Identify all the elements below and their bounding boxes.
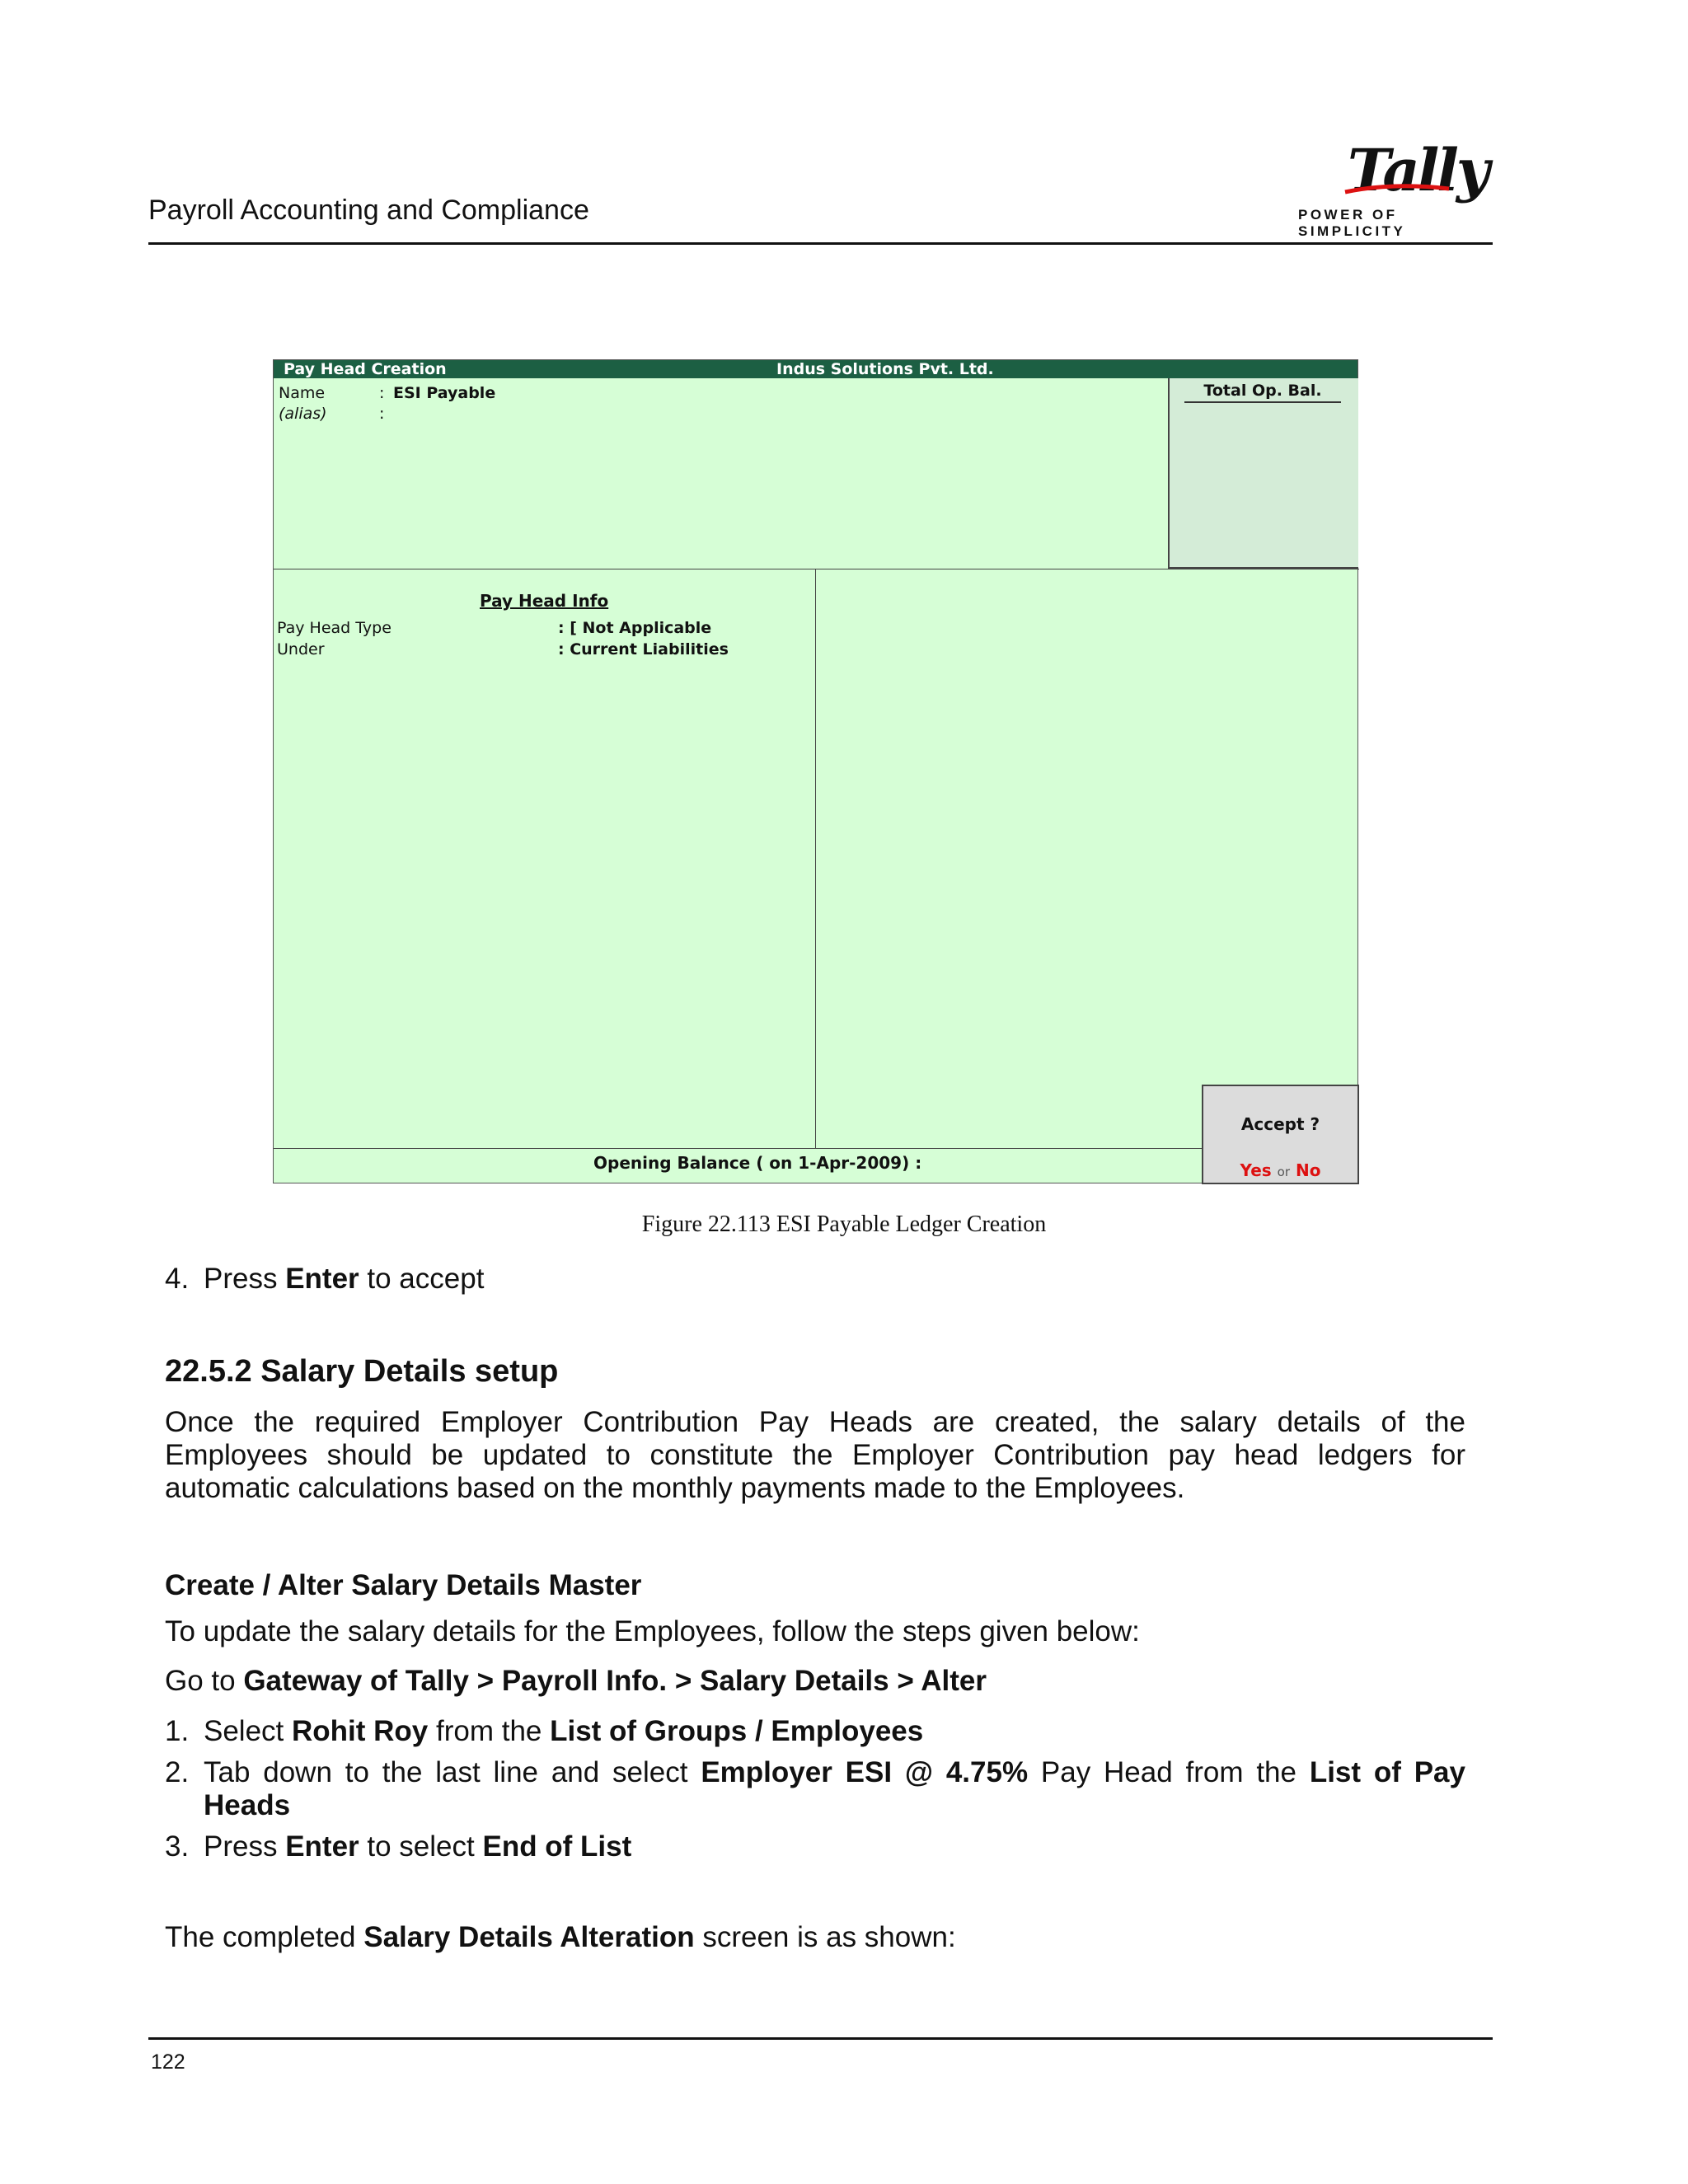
tally-logo [1298,136,1500,239]
intro-line: Employees should be updated to constitute the Employer Contribution pay head ledgers for [165,1439,1465,1471]
accept-options [1203,1160,1357,1180]
step-1: 1. Select Rohit Roy from the List of Groups / Employees [165,1715,924,1747]
step-3: 3. Press Enter to select End of List [165,1830,632,1863]
page-number: 122 [151,2050,185,2074]
accept-yes-button[interactable]: Yes [1240,1160,1272,1180]
footer-divider [274,1148,1202,1149]
footer-rule [148,2037,1493,2040]
under-label: Under [277,640,325,658]
name-label: Name [279,384,326,402]
intro-line: Once the required Employer Contribution Pay Heads are created, the salary details of the [165,1406,1465,1438]
document-header-title: Payroll Accounting and Compliance [148,194,589,226]
under-field[interactable]: : Current Liabilities [558,640,729,658]
total-op-bal-panel [1168,378,1358,569]
accept-question: Accept ? [1240,1114,1320,1134]
company-name: Indus Solutions Pvt. Ltd. [776,360,994,378]
section-heading: 22.5.2 Salary Details setup [165,1354,559,1389]
step-2: 2. Tab down to the last line and select Employer ESI @ 4.75% Pay Head from the List of Pay Heads [165,1756,1465,1821]
opening-balance-field[interactable]: Opening Balance ( on 1-Apr-2009) : [593,1153,922,1173]
pay-head-type-field[interactable]: : [ Not Applicable [558,619,712,637]
intro-paragraph [165,1406,1465,1505]
logo-wordmark: Tally [1348,136,1488,204]
total-op-bal-title: Total Op. Bal. [1184,382,1341,403]
intro-line: automatic calculations based on the monthly payments made to the Employees. [165,1472,1185,1504]
goto-path: Go to Gateway of Tally > Payroll Info. > Salary Details > Alter [165,1665,987,1697]
pay-head-type-label: Pay Head Type [277,619,392,637]
figure-caption: Figure 22.113 ESI Payable Ledger Creation [641,1212,1047,1237]
alias-label: (alias) [279,405,327,423]
alias-colon: : [379,405,385,423]
step-4: 4. Press Enter to accept [165,1263,485,1295]
screen-title-bar [274,360,1357,378]
instruction-text: To update the salary details for the Employees, follow the steps given below: [165,1615,1140,1647]
accept-or-text: or [1277,1165,1290,1179]
accept-dialog [1202,1085,1359,1184]
logo-swoosh-icon [1343,184,1451,195]
header-rule [148,242,1493,245]
tally-pay-head-creation-screen [273,359,1358,1183]
subheading: Create / Alter Salary Details Master [165,1569,642,1601]
pay-head-info-title: Pay Head Info [480,591,609,611]
screen-title: Pay Head Creation [284,360,447,378]
logo-tagline: POWER OF SIMPLICITY [1298,207,1406,239]
accept-no-button[interactable]: No [1295,1160,1321,1180]
completed-text: The completed Salary Details Alteration screen is as shown: [165,1921,956,1953]
name-input[interactable]: ESI Payable [393,384,496,402]
name-colon: : [379,384,385,402]
column-divider [815,569,816,1148]
